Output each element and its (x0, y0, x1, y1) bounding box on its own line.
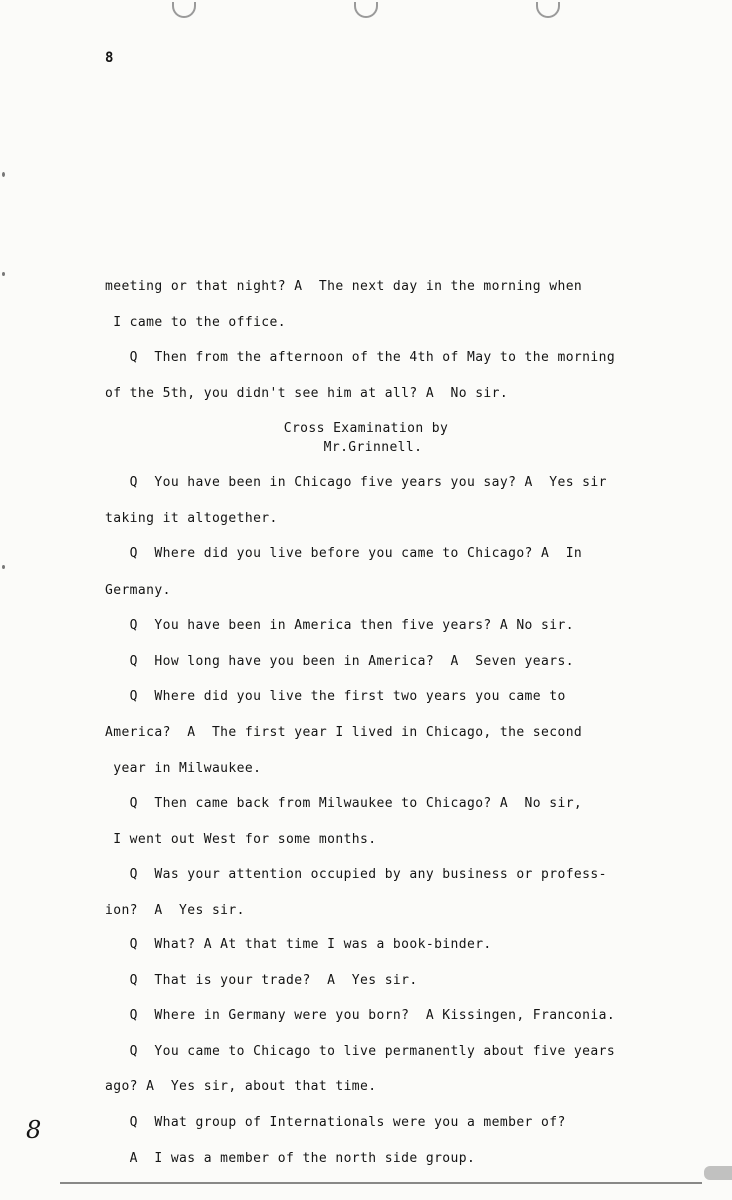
transcript-line: year in Milwaukee. (105, 761, 262, 776)
transcript-line: ago? A Yes sir, about that time. (105, 1079, 377, 1094)
transcript-line: meeting or that night? A The next day in the morning when (105, 279, 583, 294)
binding-hole-mark (536, 2, 560, 18)
transcript-line: Q You have been in America then five years? A No sir. (105, 618, 574, 633)
transcript-line: I came to the office. (105, 315, 286, 330)
transcript-line: Q Was your attention occupied by any business or profess- (105, 867, 607, 882)
transcript-line: Q Where did you live before you came to Chicago? A In (105, 546, 583, 561)
page-bottom-edge (60, 1182, 702, 1184)
transcript-line: ion? A Yes sir. (105, 903, 245, 918)
section-heading: Cross Examination by (283, 421, 449, 436)
scan-speck (2, 172, 5, 177)
transcript-line: Q You have been in Chicago five years you say? A Yes sir (105, 475, 607, 490)
transcript-line: A I was a member of the north side group. (105, 1151, 476, 1166)
handwritten-margin-number: 8 (26, 1116, 42, 1144)
transcript-line: Q What? A At that time I was a book-binder. (105, 937, 492, 952)
transcript-line: I went out West for some months. (105, 832, 377, 847)
transcript-line: of the 5th, you didn't see him at all? A No sir. (105, 386, 509, 401)
transcript-line: taking it altogether. (105, 511, 278, 526)
scan-speck (2, 565, 5, 569)
binding-hole-mark (354, 2, 378, 18)
transcript-line: Q What group of Internationals were you a member of? (105, 1115, 566, 1130)
transcript-line: Q You came to Chicago to live permanently about five years (105, 1044, 616, 1059)
section-heading-examiner: Mr.Grinnell. (323, 440, 423, 455)
transcript-line: Q Then came back from Milwaukee to Chicago? A No sir, (105, 796, 583, 811)
scan-speck (2, 272, 5, 276)
scan-corner-smudge (704, 1166, 732, 1180)
binding-hole-mark (172, 2, 196, 18)
page-number: 8 (105, 50, 114, 66)
transcript-line: Q How long have you been in America? A Seven years. (105, 654, 574, 669)
transcript-line: Q Where did you live the first two years you came to (105, 689, 566, 704)
transcript-line: Germany. (105, 583, 171, 598)
transcript-line: Q That is your trade? A Yes sir. (105, 973, 418, 988)
transcript-line: Q Then from the afternoon of the 4th of May to the morning (105, 350, 616, 365)
transcript-line: America? A The first year I lived in Chicago, the second (105, 725, 583, 740)
transcript-line: Q Where in Germany were you born? A Kissingen, Franconia. (105, 1008, 616, 1023)
